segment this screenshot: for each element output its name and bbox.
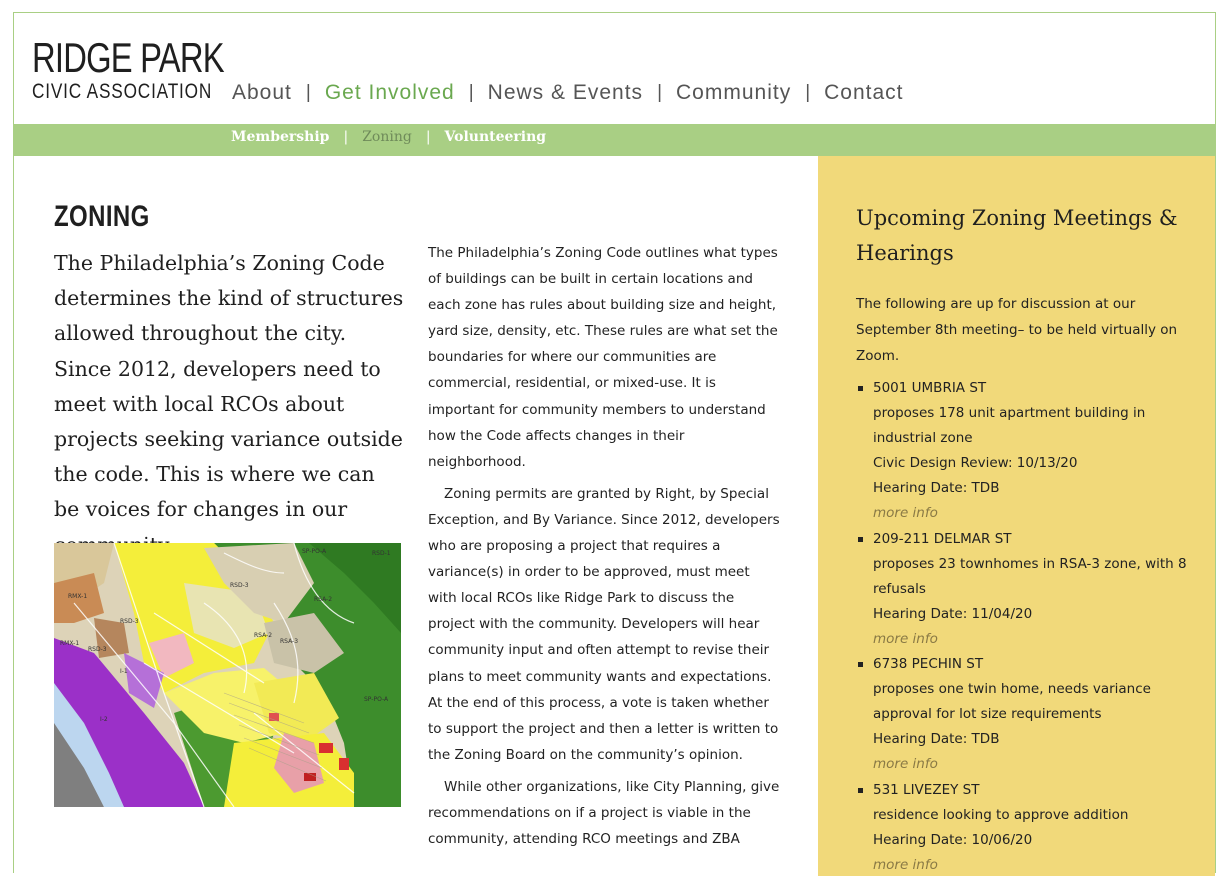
nav-separator: | — [805, 82, 811, 103]
subnav-separator: | — [343, 129, 349, 145]
nav-news-events[interactable]: News & Events — [487, 81, 644, 104]
more-info-link[interactable]: more info — [873, 630, 938, 647]
nav-separator: | — [657, 82, 662, 103]
meeting-detail: residence looking to approve addition — [873, 806, 1129, 823]
body-paragraph: The Philadelphia’s Zoning Code outlines what types of buildings can be built in certain locations and each zone has rules about building size and height, yard size, density, etc. These rules are what set the boundaries for where our communities are commercial, residential, or mixed-use. It is important for community members to understand how the Code affects changes in their neighborhood. — [428, 245, 778, 470]
nav-community[interactable]: Community — [676, 81, 792, 104]
subnav-volunteering[interactable]: Volunteering — [444, 129, 547, 145]
meeting-detail: Hearing Date: TDB — [873, 731, 1000, 748]
bullet-icon — [858, 537, 863, 542]
map-label: RSD-3 — [120, 618, 139, 625]
page-title: ZONING — [54, 200, 150, 233]
sub-nav — [231, 129, 546, 145]
meeting-detail: Civic Design Review: 10/13/20 — [873, 455, 1078, 472]
main-content — [14, 156, 1215, 876]
map-label: RSD-1 — [372, 550, 391, 557]
meeting-item — [856, 778, 1196, 878]
lede-paragraph: The Philadelphia’s Zoning Code determines the kind of structures allowed throughout the city. Since 2012, developers need to meet with local RCOs about projects seeking variance outside the code. This is where we can be voices for changes in our — [54, 251, 404, 522]
meeting-detail: Hearing Date: 11/04/20 — [873, 605, 1033, 622]
meeting-detail: proposes one twin home, needs variance approval for lot size requirements — [873, 681, 1151, 723]
meeting-item — [856, 376, 1196, 527]
nav-separator: | — [468, 82, 474, 103]
body-text-column — [428, 240, 780, 858]
map-label: SP-PO-A — [364, 696, 389, 703]
nav-separator: | — [305, 82, 311, 103]
more-info-link[interactable]: more info — [873, 756, 938, 773]
map-label: I-2 — [100, 716, 108, 723]
bullet-icon — [858, 788, 863, 793]
nav-contact[interactable]: Contact — [824, 81, 904, 104]
subnav-separator: | — [425, 129, 431, 145]
logo-line-1: RIDGE PARK — [32, 34, 224, 81]
meeting-item — [856, 652, 1196, 777]
zoning-meetings-sidebar — [818, 156, 1215, 876]
meeting-address: 209-211 DELMAR ST — [873, 530, 1012, 547]
meeting-address: 6738 PECHIN ST — [873, 656, 984, 673]
subnav-zoning[interactable]: Zoning — [362, 129, 412, 145]
page-frame — [13, 12, 1216, 873]
bullet-icon — [858, 662, 863, 667]
meeting-address: 5001 UMBRIA ST — [873, 380, 987, 396]
meeting-item — [856, 527, 1196, 652]
map-label: RMX-1 — [60, 640, 80, 647]
sidebar-title: Upcoming Zoning Meetings & Hearings — [856, 206, 1178, 265]
map-label: I-1 — [120, 668, 128, 675]
map-label: RSA-2 — [314, 596, 333, 603]
body-paragraph: While other organizations, like City Planning, give recommendations on if a project is viable in the community, attending RCO meetings and ZBA — [428, 778, 780, 848]
more-info-link[interactable]: more info — [873, 856, 938, 873]
map-label: RMX-1 — [68, 593, 88, 600]
main-nav — [232, 81, 904, 105]
sidebar-intro: The following are up for discussion at our September 8th meeting– to be held virtually on Zoom. — [856, 296, 1178, 364]
map-label: RSD-3 — [88, 646, 107, 653]
subnav-membership[interactable]: Membership — [231, 129, 330, 145]
nav-about[interactable]: About — [232, 81, 292, 104]
logo-line-2: CIVIC ASSOCIATION — [32, 80, 213, 103]
map-label: SP-PO-A — [302, 548, 327, 555]
meetings-list — [856, 376, 1196, 878]
meeting-detail: Hearing Date: TDB — [873, 480, 1000, 497]
bullet-icon — [858, 386, 863, 391]
nav-get-involved[interactable]: Get Involved — [324, 81, 455, 104]
body-paragraph: Zoning permits are granted by Right, by Special Exception, and By Variance. Since 2012, developers who are proposing a project that requires a variance(s) in order to be approved, must meet with local RCOs like Ridge Park to discuss the project with the community. Developers will hear community input and often attempt to revise their plans to meet community wants and expectations. At the end of this process, a vote is taken whether to support the project and then a letter is written to the Zoning Board on the community’s opinion. — [428, 485, 780, 763]
meeting-detail: proposes 23 townhomes in RSA-3 zone, with 8 refusals — [873, 555, 1187, 597]
meeting-address: 531 LIVEZEY ST — [873, 781, 980, 798]
meeting-detail: proposes 178 unit apartment building in industrial zone — [873, 405, 1146, 447]
more-info-link[interactable]: more info — [873, 505, 938, 522]
meeting-detail: Hearing Date: 10/06/20 — [873, 831, 1033, 848]
zoning-map-image — [54, 543, 401, 807]
sub-nav-bar — [14, 124, 1215, 156]
map-label: RSA-3 — [280, 638, 299, 645]
map-label: RSA-2 — [254, 632, 273, 639]
map-label: RSD-3 — [230, 582, 249, 589]
